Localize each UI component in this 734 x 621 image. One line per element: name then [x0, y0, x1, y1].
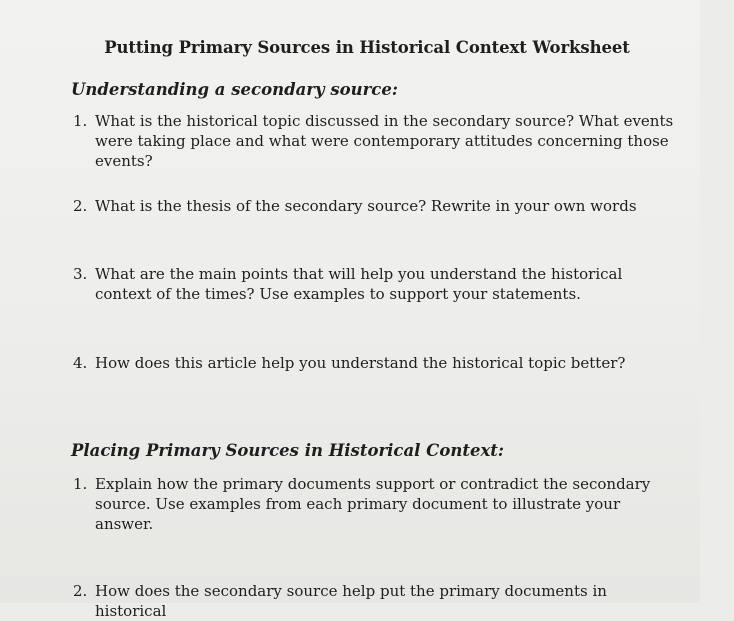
question-text: How does the secondary source help put the primary documents in historical: [95, 582, 607, 620]
question-number: 2.: [73, 582, 88, 600]
question-text: What are the main points that will help you understand the historical context of the times? Use examples to support your statements.: [95, 265, 623, 303]
question-text: What is the thesis of the secondary source? Rewrite in your own words: [95, 197, 637, 215]
question-number: 4.: [73, 354, 88, 372]
question-number: 2.: [73, 197, 88, 215]
question-number: 1.: [73, 112, 88, 130]
section-heading-understanding: Understanding a secondary source:: [71, 80, 398, 99]
question-2-2: [73, 581, 683, 621]
question-1-2: [73, 196, 683, 216]
question-1-1: [73, 111, 683, 171]
question-1-3: [73, 264, 683, 304]
question-text: Explain how the primary documents support or contradict the secondary source. Use examples from each primary document to illustrate your answer.: [95, 475, 651, 533]
question-2-1: [73, 474, 683, 534]
question-number: 1.: [73, 475, 88, 493]
question-number: 3.: [73, 265, 88, 283]
question-1-4: [73, 353, 683, 373]
worksheet-title: Putting Primary Sources in Historical Context Worksheet: [104, 38, 630, 57]
section-heading-placing: Placing Primary Sources in Historical Context:: [71, 441, 504, 460]
question-text: How does this article help you understand the historical topic better?: [95, 354, 626, 372]
question-text: What is the historical topic discussed in the secondary source? What events were taking place and what were contemporary attitudes concerning those events?: [95, 112, 674, 170]
